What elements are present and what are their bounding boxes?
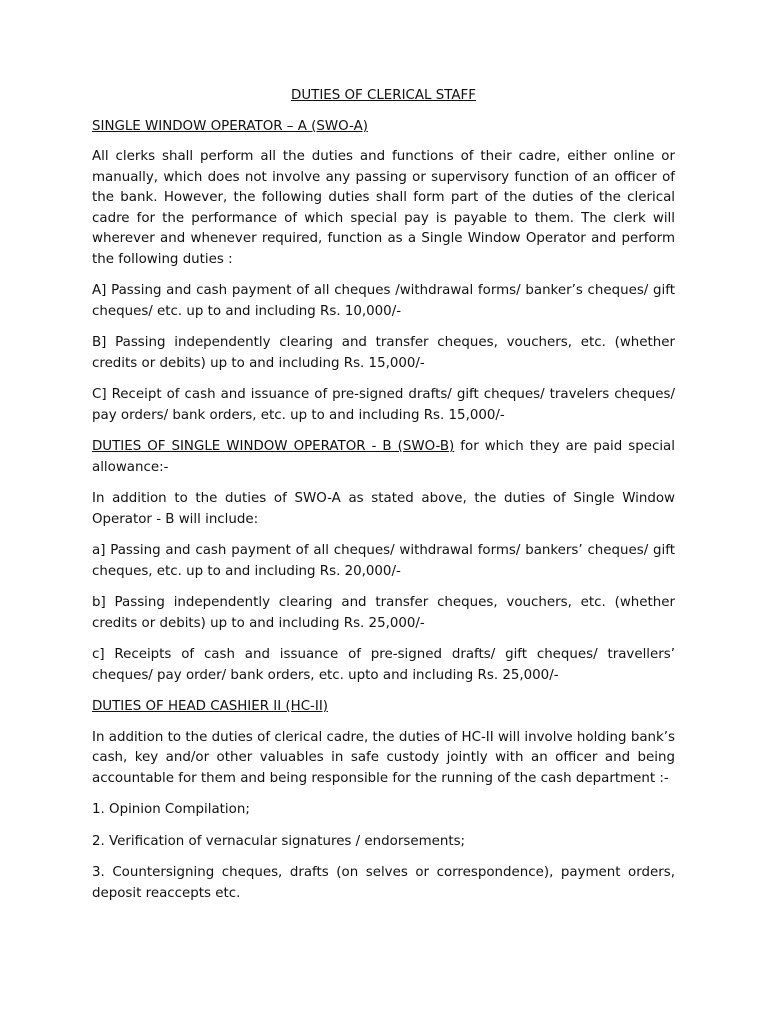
swo-b-intro: In addition to the duties of SWO-A as stated above, the duties of Single Window Operator - B will include: bbox=[92, 491, 675, 527]
swo-b-heading-paragraph bbox=[92, 437, 675, 478]
swo-a-intro: All clerks shall perform all the duties and functions of their cadre, either online or manually, which does not involve any passing or supervisory function of an officer of the bank. However, the following duties shall form part of the duties of the clerical cadre for the performance of which special pay is payable to them. The clerk will wherever and whenever required, function as a Single Window Operator and perform the following duties : bbox=[92, 149, 675, 267]
swo-a-item-c: C] Receipt of cash and issuance of pre-signed drafts/ gift cheques/ travelers cheques/ pay orders/ bank orders, etc. up to and including Rs. 15,000/- bbox=[92, 387, 675, 423]
hc-ii-item-1: 1. Opinion Compilation; bbox=[92, 802, 250, 817]
swo-b-item-a: a] Passing and cash payment of all cheques/ withdrawal forms/ bankers’ cheques/ gift cheques, etc. up to and including Rs. 20,000/- bbox=[92, 543, 675, 579]
document-title: DUTIES OF CLERICAL STAFF bbox=[291, 88, 476, 103]
swo-b-item-b: b] Passing independently clearing and transfer cheques, vouchers, etc. (whether credits or debits) up to and including Rs. 25,000/- bbox=[92, 595, 675, 631]
hc-ii-heading: DUTIES OF HEAD CASHIER II (HC-II) bbox=[92, 699, 329, 714]
hc-ii-intro: In addition to the duties of clerical cadre, the duties of HC-II will involve holding bank’s cash, key and/or other valuables in safe custody jointly with an officer and being accountable for them and being responsible for the running of the cash department :- bbox=[92, 729, 675, 786]
swo-b-heading-suffix: for which they are paid special allowance:- bbox=[92, 439, 675, 475]
swo-a-heading: SINGLE WINDOW OPERATOR – A (SWO-A) bbox=[92, 118, 368, 134]
hc-ii-item-2: 2. Verification of vernacular signatures / endorsements; bbox=[92, 833, 466, 849]
swo-a-item-b: B] Passing independently clearing and transfer cheques, vouchers, etc. (whether credits or debits) up to and including Rs. 15,000/- bbox=[92, 335, 675, 371]
swo-b-item-c: c] Receipts of cash and issuance of pre-signed drafts/ gift cheques/ travellers’ cheques/ pay order/ bank orders, etc. upto and including Rs. 25,000/- bbox=[92, 647, 675, 683]
swo-b-heading: DUTIES OF SINGLE WINDOW OPERATOR - B (SWO-B) bbox=[92, 439, 455, 454]
hc-ii-item-3: 3. Countersigning cheques, drafts (on selves or correspondence), payment orders, deposit reaccepts etc. bbox=[92, 865, 675, 901]
swo-a-item-a: A] Passing and cash payment of all cheques /withdrawal forms/ banker’s cheques/ gift cheques/ etc. up to and including Rs. 10,000/- bbox=[92, 283, 675, 319]
